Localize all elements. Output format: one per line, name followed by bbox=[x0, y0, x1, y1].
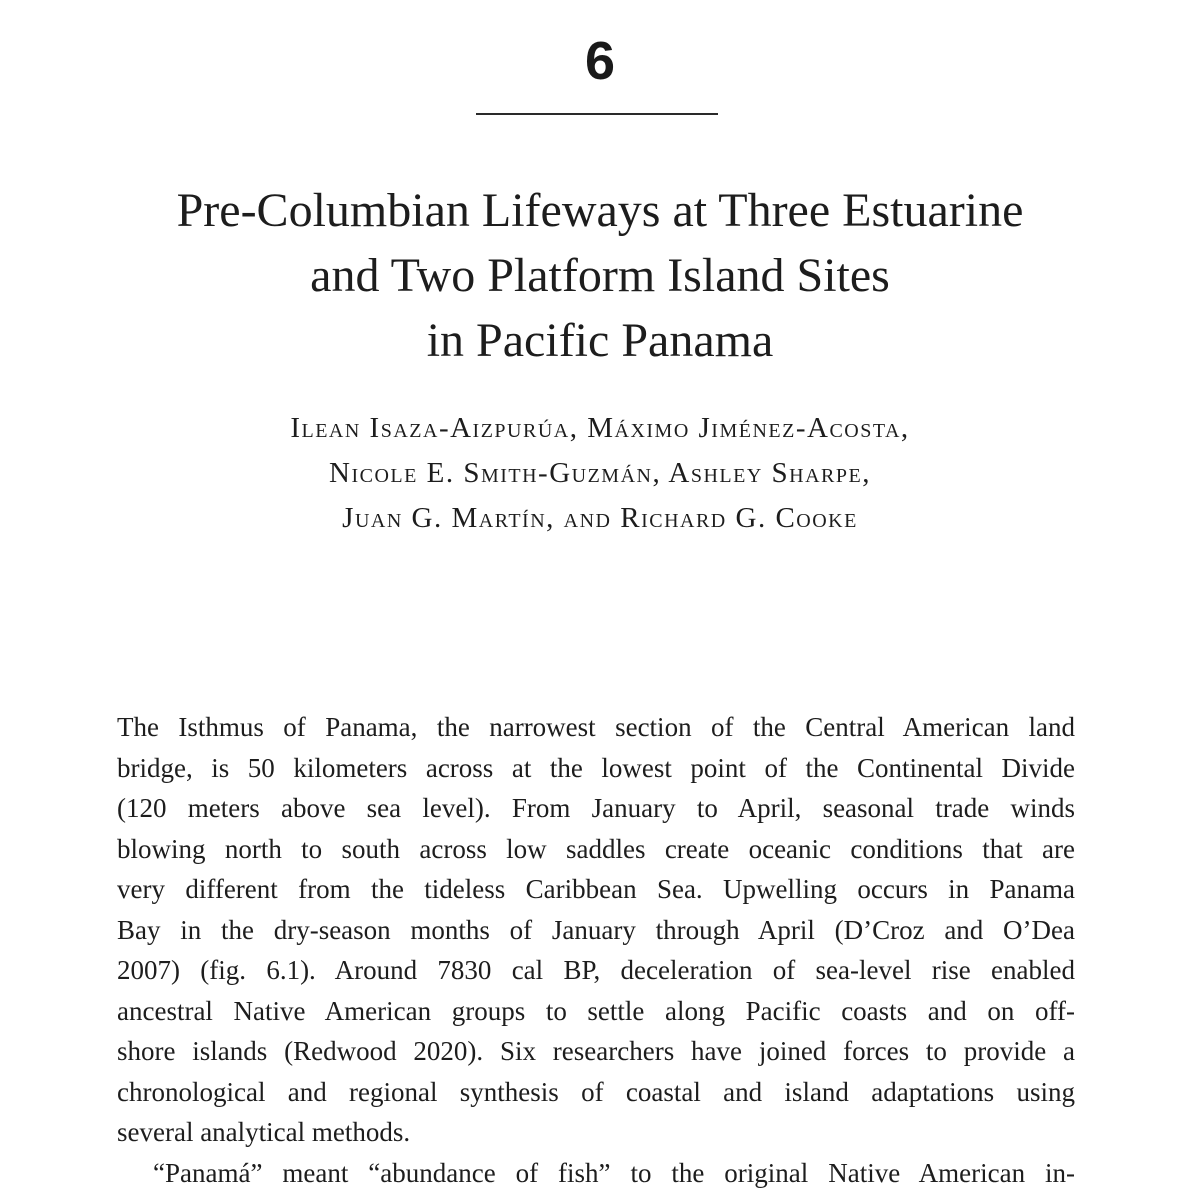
text-line: 2007) (fig. 6.1). Around 7830 cal BP, deceleration of sea-level rise enabled bbox=[117, 955, 1075, 985]
text-line: “Panamá” meant “abundance of fish” to the original Native American in- bbox=[153, 1157, 1075, 1188]
body-text bbox=[117, 707, 1075, 1193]
text-line: chronological and regional synthesis of coastal and island adaptations using bbox=[117, 1076, 1075, 1107]
text-line: shore islands (Redwood 2020). Six researchers have joined forces to provide a bbox=[117, 1036, 1075, 1066]
chapter-title-line: and Two Platform Island Sites bbox=[310, 249, 890, 302]
text-line: (120 meters above sea level). From January to April, seasonal trade winds bbox=[117, 793, 1075, 823]
author-line: Nicole E. Smith-Guzmán, Ashley Sharpe, bbox=[329, 457, 871, 489]
text-line: very different from the tideless Caribbean Sea. Upwelling occurs in Panama bbox=[117, 874, 1075, 904]
author-line: Juan G. Martín, and Richard G. Cooke bbox=[342, 502, 858, 534]
author-line: Ilean Isaza-Aizpurúa, Máximo Jiménez-Acosta, bbox=[290, 412, 910, 444]
author-list bbox=[90, 406, 1110, 541]
chapter-title-line: in Pacific Panama bbox=[426, 314, 774, 367]
text-line: several analytical methods. bbox=[117, 1117, 411, 1147]
text-line: blowing north to south across low saddles create oceanic conditions that are bbox=[117, 833, 1075, 864]
paragraph bbox=[117, 707, 1075, 1153]
text-line: bridge, is 50 kilometers across at the lowest point of the Continental Divide bbox=[117, 752, 1075, 783]
paragraph bbox=[117, 1153, 1075, 1194]
chapter-title-line: Pre-Columbian Lifeways at Three Estuarine bbox=[176, 184, 1024, 237]
chapter-number: 6 bbox=[584, 31, 616, 91]
chapter-title bbox=[90, 178, 1110, 373]
chapter-divider-rule bbox=[476, 113, 718, 115]
text-line: ancestral Native American groups to settle along Pacific coasts and on off- bbox=[117, 995, 1075, 1026]
text-line: The Isthmus of Panama, the narrowest section of the Central American land bbox=[117, 712, 1075, 742]
text-line: Bay in the dry-season months of January through April (D’Croz and O’Dea bbox=[117, 914, 1075, 945]
